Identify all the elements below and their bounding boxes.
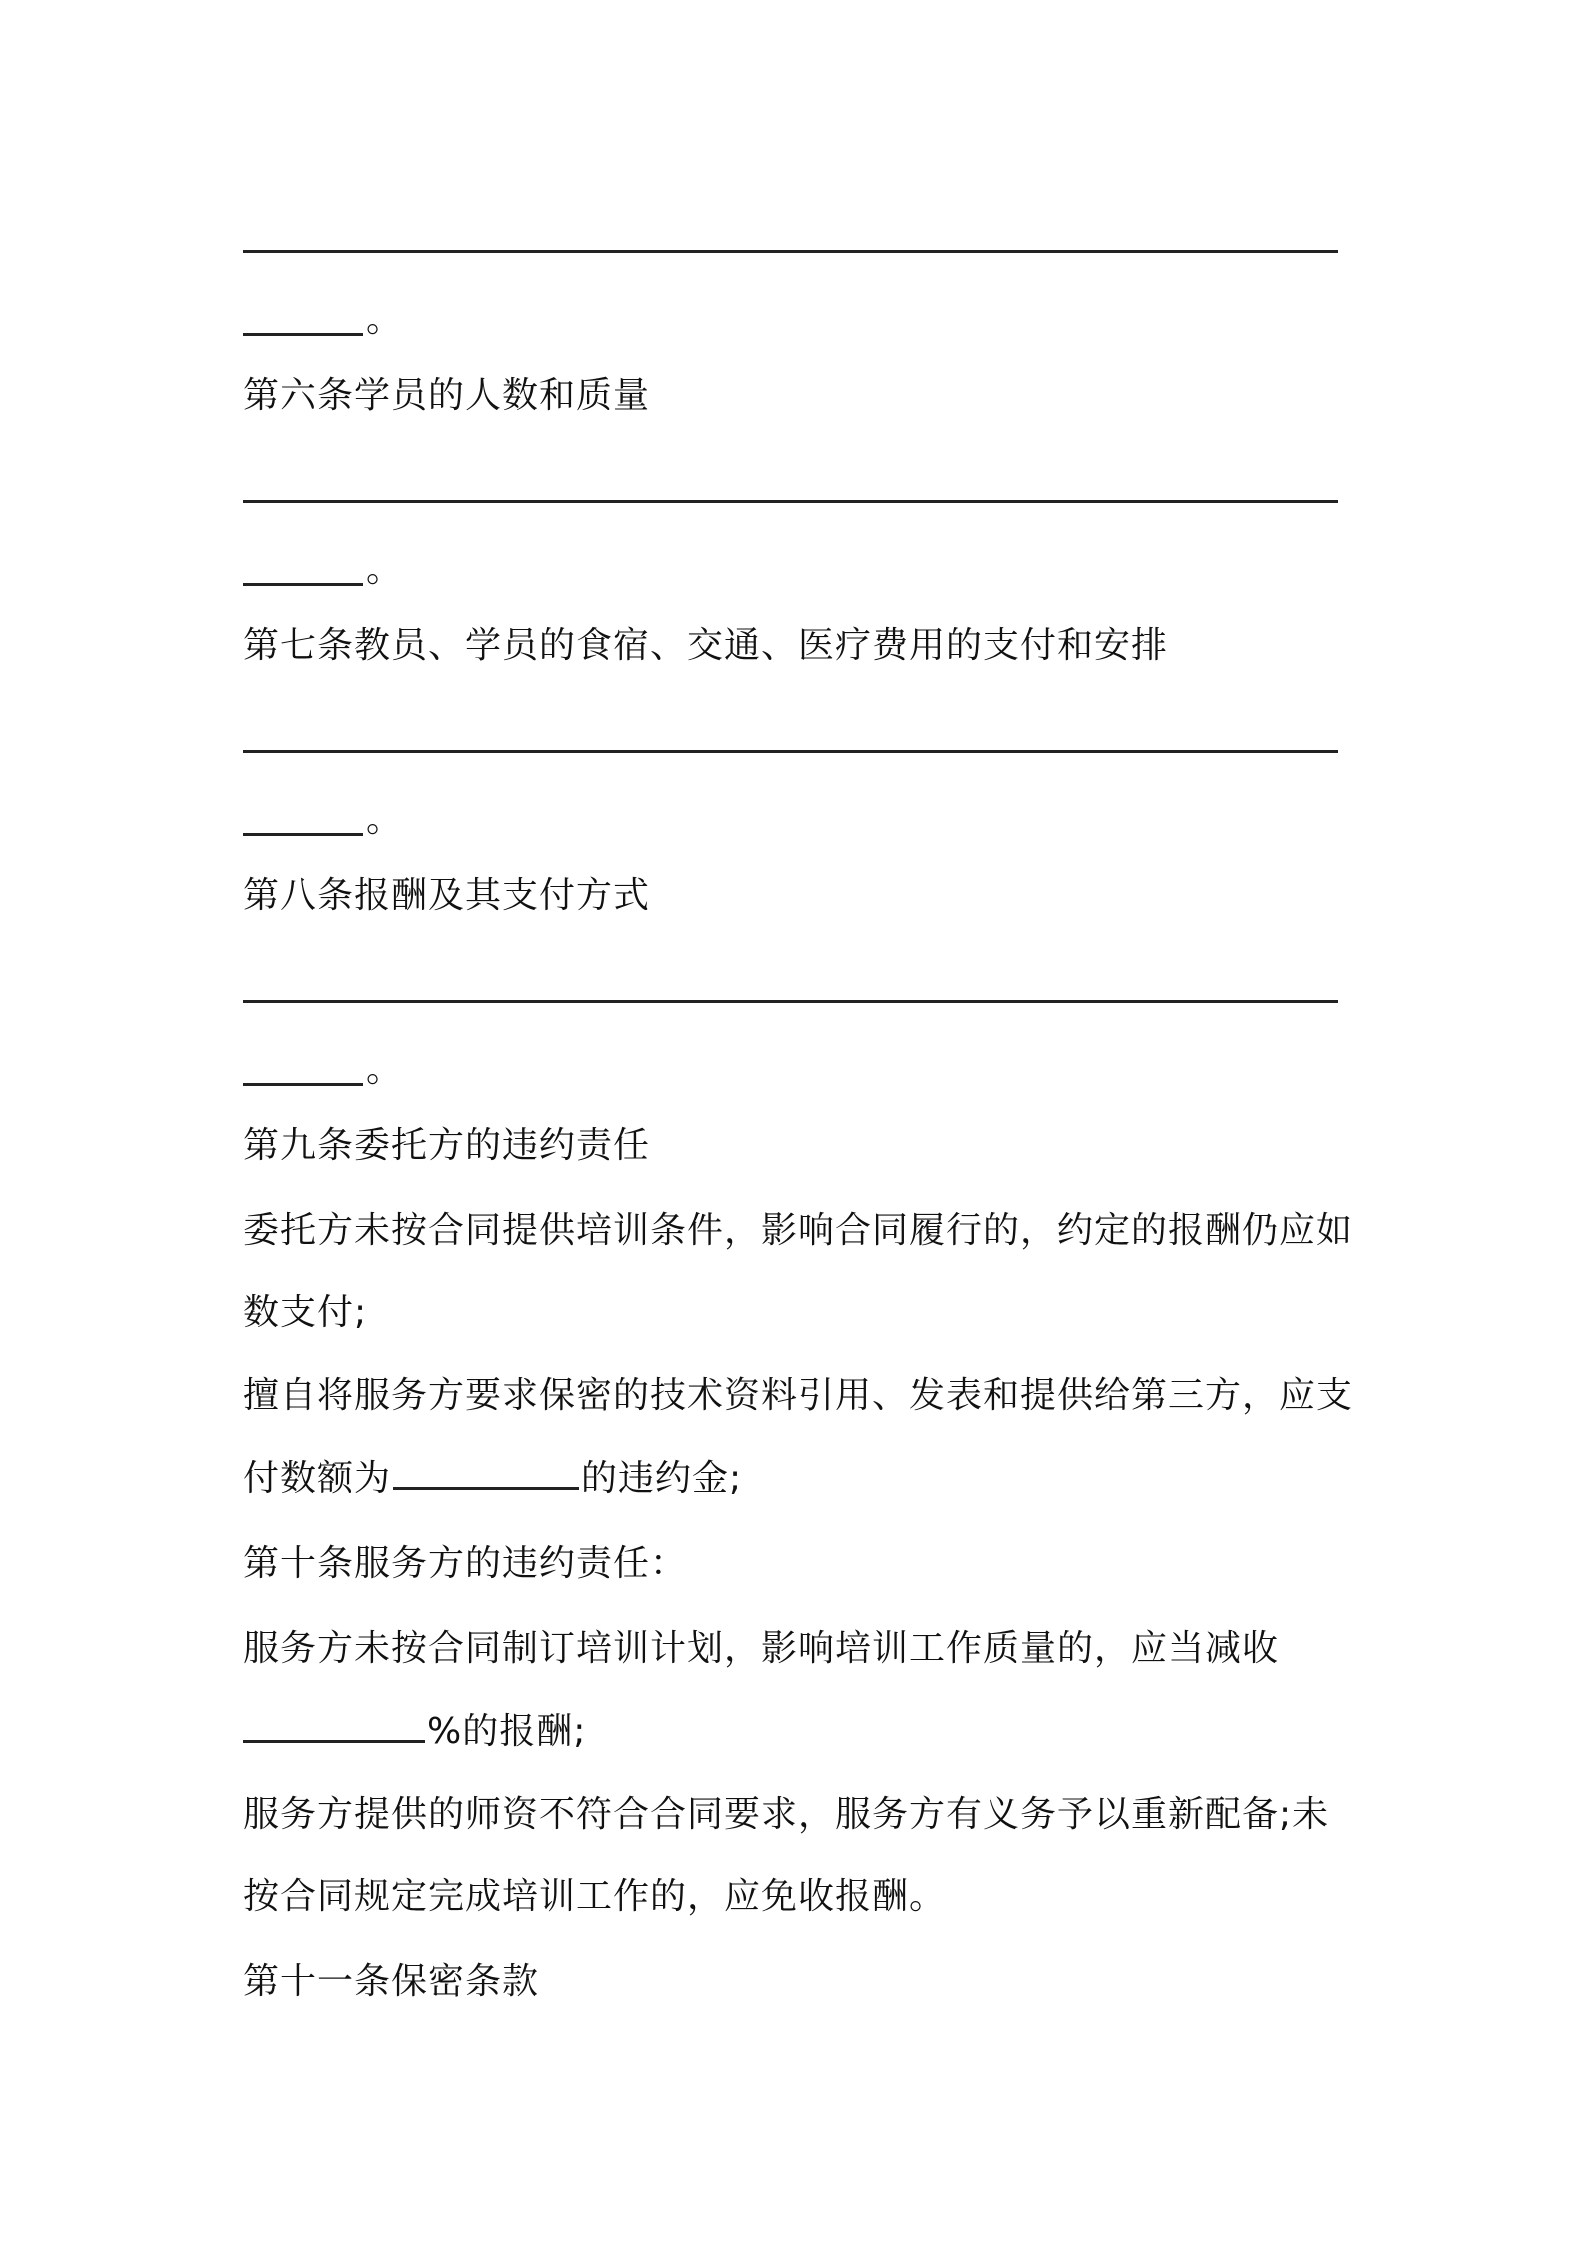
fill-in-line — [243, 500, 1338, 503]
section-9-paragraph-2-line-1: 擅自将服务方要求保密的技术资料引用、发表和提供给第三方，应支 — [243, 1375, 1354, 1416]
period: 。 — [366, 299, 403, 340]
section-10-paragraph-1-line-2 — [243, 1708, 586, 1756]
section-9-paragraph-2-text-a: 付数额为 — [243, 1458, 392, 1499]
section-11-title: 第十一条保密条款 — [243, 1961, 540, 2002]
fill-in-line-short — [243, 333, 363, 336]
fill-in-line-short — [243, 583, 363, 586]
section-10-paragraph-1-text: %的报酬; — [427, 1711, 587, 1752]
section-9-paragraph-1-line-2: 数支付; — [243, 1292, 368, 1333]
section-9-paragraph-2-line-2 — [243, 1455, 742, 1503]
section-10-paragraph-2-line-2: 按合同规定完成培训工作的，应免收报酬。 — [243, 1876, 947, 1917]
penalty-amount-blank — [393, 1457, 579, 1490]
fill-in-line — [243, 750, 1338, 753]
period: 。 — [366, 1049, 403, 1090]
period: 。 — [366, 799, 403, 840]
fill-in-line-short — [243, 1083, 363, 1086]
period: 。 — [366, 549, 403, 590]
section-10-title: 第十条服务方的违约责任： — [243, 1543, 688, 1584]
fill-in-line — [243, 1000, 1338, 1003]
section-7-title: 第七条教员、学员的食宿、交通、医疗费用的支付和安排 — [243, 625, 1169, 666]
section-8-title: 第八条报酬及其支付方式 — [243, 875, 651, 916]
section-9-title: 第九条委托方的违约责任 — [243, 1125, 651, 1166]
fill-in-line — [243, 250, 1338, 253]
section-6-title: 第六条学员的人数和质量 — [243, 375, 651, 416]
section-9-paragraph-2-text-b: 的违约金; — [581, 1458, 743, 1499]
section-9-paragraph-1-line-1: 委托方未按合同提供培训条件，影响合同履行的，约定的报酬仍应如 — [243, 1210, 1354, 1251]
reduction-percent-blank — [243, 1710, 425, 1743]
section-10-paragraph-1-line-1: 服务方未按合同制订培训计划，影响培训工作质量的，应当减收 — [243, 1628, 1280, 1669]
section-10-paragraph-2-line-1: 服务方提供的师资不符合合同要求，服务方有义务予以重新配备;未 — [243, 1794, 1330, 1835]
fill-in-line-short — [243, 833, 363, 836]
